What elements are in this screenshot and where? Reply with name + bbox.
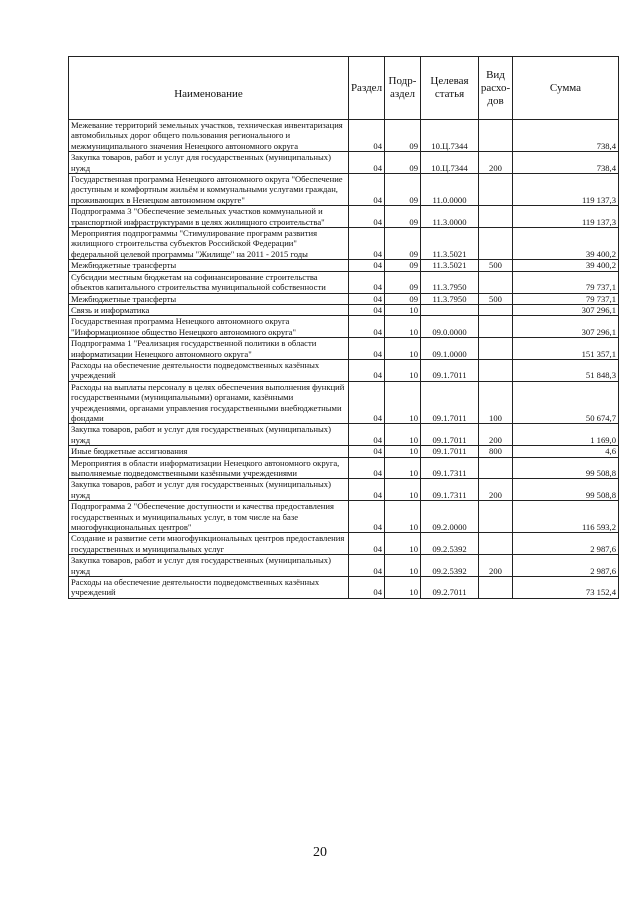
row-section: 04 bbox=[349, 457, 385, 479]
row-sum: 116 593,2 bbox=[513, 501, 619, 533]
row-name: Иные бюджетные ассигнования bbox=[69, 446, 349, 457]
table-row bbox=[69, 577, 619, 599]
row-sum: 119 137,3 bbox=[513, 206, 619, 228]
row-sum: 2 987,6 bbox=[513, 555, 619, 577]
row-name: Закупка товаров, работ и услуг для государственных (муниципальных) нужд bbox=[69, 555, 349, 577]
row-section: 04 bbox=[349, 174, 385, 206]
row-subsection: 10 bbox=[385, 381, 421, 424]
row-target: 11.3.5021 bbox=[421, 228, 479, 260]
row-type bbox=[479, 206, 513, 228]
row-subsection: 10 bbox=[385, 577, 421, 599]
row-sum: 50 674,7 bbox=[513, 381, 619, 424]
row-name: Связь и информатика bbox=[69, 304, 349, 315]
table-row bbox=[69, 304, 619, 315]
row-type bbox=[479, 577, 513, 599]
table-header-row bbox=[69, 57, 619, 120]
row-sum: 738,4 bbox=[513, 120, 619, 152]
row-section: 04 bbox=[349, 120, 385, 152]
row-section: 04 bbox=[349, 260, 385, 271]
row-subsection: 10 bbox=[385, 316, 421, 338]
row-name: Государственная программа Ненецкого автономного округа "Обеспечение доступным и комфортным жильём и коммунальными услугами граждан, проживающих в Ненецком автономном округе" bbox=[69, 174, 349, 206]
row-subsection: 10 bbox=[385, 338, 421, 360]
row-sum: 151 357,1 bbox=[513, 338, 619, 360]
row-sum: 79 737,1 bbox=[513, 293, 619, 304]
row-section: 04 bbox=[349, 206, 385, 228]
row-subsection: 09 bbox=[385, 120, 421, 152]
header-target: Целевая статья bbox=[421, 57, 479, 120]
header-subsection: Подраздел bbox=[385, 57, 421, 120]
row-sum: 51 848,3 bbox=[513, 359, 619, 381]
row-section: 04 bbox=[349, 228, 385, 260]
row-name: Подпрограмма 1 "Реализация государственной политики в области информатизации Ненецкого автономного округа" bbox=[69, 338, 349, 360]
row-target: 09.1.7311 bbox=[421, 479, 479, 501]
row-subsection: 09 bbox=[385, 206, 421, 228]
row-sum: 99 508,8 bbox=[513, 457, 619, 479]
row-subsection: 10 bbox=[385, 446, 421, 457]
row-name: Межбюджетные трансферты bbox=[69, 293, 349, 304]
row-subsection: 10 bbox=[385, 501, 421, 533]
row-target: 09.1.7311 bbox=[421, 457, 479, 479]
row-type bbox=[479, 228, 513, 260]
row-target: 09.1.7011 bbox=[421, 424, 479, 446]
row-target: 09.1.7011 bbox=[421, 381, 479, 424]
table-row bbox=[69, 174, 619, 206]
row-type bbox=[479, 501, 513, 533]
row-type: 200 bbox=[479, 555, 513, 577]
row-sum: 1 169,0 bbox=[513, 424, 619, 446]
row-name: Создание и развитие сети многофункциональных центров предоставления государственных и муниципальных услуг bbox=[69, 533, 349, 555]
row-section: 04 bbox=[349, 424, 385, 446]
row-name: Межбюджетные трансферты bbox=[69, 260, 349, 271]
page-number: 20 bbox=[313, 845, 327, 860]
row-target: 09.2.5392 bbox=[421, 555, 479, 577]
table-row bbox=[69, 457, 619, 479]
table-row bbox=[69, 338, 619, 360]
table-row bbox=[69, 424, 619, 446]
row-type bbox=[479, 533, 513, 555]
table-row bbox=[69, 120, 619, 152]
row-sum: 4,6 bbox=[513, 446, 619, 457]
table-row bbox=[69, 228, 619, 260]
row-name: Расходы на обеспечение деятельности подведомственных казённых учреждений bbox=[69, 577, 349, 599]
table-row bbox=[69, 271, 619, 293]
row-sum: 2 987,6 bbox=[513, 533, 619, 555]
row-name: Подпрограмма 2 "Обеспечение доступности и качества предоставления государственных и муниципальных услуг, в том числе на базе многофункциональных центров" bbox=[69, 501, 349, 533]
row-type: 500 bbox=[479, 260, 513, 271]
table-row bbox=[69, 555, 619, 577]
row-target: 10.Ц.7344 bbox=[421, 120, 479, 152]
row-subsection: 09 bbox=[385, 271, 421, 293]
row-section: 04 bbox=[349, 479, 385, 501]
row-target: 09.2.5392 bbox=[421, 533, 479, 555]
table-row bbox=[69, 206, 619, 228]
row-target: 10.Ц.7344 bbox=[421, 152, 479, 174]
row-section: 04 bbox=[349, 152, 385, 174]
table-row bbox=[69, 293, 619, 304]
row-subsection: 09 bbox=[385, 260, 421, 271]
row-name: Государственная программа Ненецкого автономного округа "Информационное общество Ненецкого автономного округа" bbox=[69, 316, 349, 338]
table-row bbox=[69, 533, 619, 555]
row-type: 800 bbox=[479, 446, 513, 457]
table-row bbox=[69, 152, 619, 174]
table-row bbox=[69, 501, 619, 533]
row-section: 04 bbox=[349, 304, 385, 315]
row-type bbox=[479, 457, 513, 479]
row-target: 11.3.7950 bbox=[421, 293, 479, 304]
header-section: Раздел bbox=[349, 57, 385, 120]
row-name: Мероприятия подпрограммы "Стимулирование программ развития жилищного строительства субъектов Российской Федерации" федеральной целевой программы "Жилище" на 2011 - 2015 годы bbox=[69, 228, 349, 260]
row-target: 11.0.0000 bbox=[421, 174, 479, 206]
row-section: 04 bbox=[349, 501, 385, 533]
row-type bbox=[479, 174, 513, 206]
table-row bbox=[69, 260, 619, 271]
row-section: 04 bbox=[349, 577, 385, 599]
row-subsection: 09 bbox=[385, 293, 421, 304]
row-subsection: 10 bbox=[385, 304, 421, 315]
row-type bbox=[479, 338, 513, 360]
table-row bbox=[69, 446, 619, 457]
budget-table bbox=[68, 56, 619, 599]
row-target: 09.2.7011 bbox=[421, 577, 479, 599]
row-sum: 39 400,2 bbox=[513, 260, 619, 271]
row-sum: 119 137,3 bbox=[513, 174, 619, 206]
row-target: 09.1.7011 bbox=[421, 446, 479, 457]
row-type bbox=[479, 120, 513, 152]
row-target: 11.3.0000 bbox=[421, 206, 479, 228]
row-type bbox=[479, 271, 513, 293]
row-sum: 39 400,2 bbox=[513, 228, 619, 260]
row-target: 09.1.0000 bbox=[421, 338, 479, 360]
row-target: 09.2.0000 bbox=[421, 501, 479, 533]
header-sum: Сумма bbox=[513, 57, 619, 120]
row-sum: 738,4 bbox=[513, 152, 619, 174]
row-type: 200 bbox=[479, 479, 513, 501]
header-expense-type: Вид расходов bbox=[479, 57, 513, 120]
row-type: 200 bbox=[479, 424, 513, 446]
row-sum: 307 296,1 bbox=[513, 316, 619, 338]
table-row bbox=[69, 381, 619, 424]
row-section: 04 bbox=[349, 271, 385, 293]
row-subsection: 10 bbox=[385, 424, 421, 446]
row-subsection: 10 bbox=[385, 359, 421, 381]
row-target bbox=[421, 304, 479, 315]
row-name: Подпрограмма 3 "Обеспечение земельных участков коммунальной и транспортной инфраструктурами в целях жилищного строительства" bbox=[69, 206, 349, 228]
row-sum: 79 737,1 bbox=[513, 271, 619, 293]
row-section: 04 bbox=[349, 293, 385, 304]
row-name: Расходы на обеспечение деятельности подведомственных казённых учреждений bbox=[69, 359, 349, 381]
row-subsection: 10 bbox=[385, 479, 421, 501]
row-target: 11.3.5021 bbox=[421, 260, 479, 271]
row-type bbox=[479, 316, 513, 338]
row-name: Субсидии местным бюджетам на софинансирование строительства объектов капитального строительства муниципальной собственности bbox=[69, 271, 349, 293]
row-type bbox=[479, 359, 513, 381]
row-section: 04 bbox=[349, 316, 385, 338]
row-target: 11.3.7950 bbox=[421, 271, 479, 293]
row-sum: 99 508,8 bbox=[513, 479, 619, 501]
table-row bbox=[69, 359, 619, 381]
row-section: 04 bbox=[349, 555, 385, 577]
table-row bbox=[69, 479, 619, 501]
row-name: Закупка товаров, работ и услуг для государственных (муниципальных) нужд bbox=[69, 152, 349, 174]
row-section: 04 bbox=[349, 381, 385, 424]
row-type: 200 bbox=[479, 152, 513, 174]
row-sum: 307 296,1 bbox=[513, 304, 619, 315]
table-row bbox=[69, 316, 619, 338]
row-subsection: 09 bbox=[385, 228, 421, 260]
row-subsection: 10 bbox=[385, 533, 421, 555]
row-section: 04 bbox=[349, 338, 385, 360]
row-name: Расходы на выплаты персоналу в целях обеспечения выполнения функций государственными (муниципальными) органами, казёнными учреждениями, органами управления государственными внебюджетными фондами bbox=[69, 381, 349, 424]
row-name: Закупка товаров, работ и услуг для государственных (муниципальных) нужд bbox=[69, 424, 349, 446]
row-sum: 73 152,4 bbox=[513, 577, 619, 599]
row-subsection: 10 bbox=[385, 555, 421, 577]
header-name: Наименование bbox=[69, 57, 349, 120]
row-section: 04 bbox=[349, 446, 385, 457]
row-section: 04 bbox=[349, 359, 385, 381]
row-target: 09.0.0000 bbox=[421, 316, 479, 338]
row-name: Межевание территорий земельных участков, техническая инвентаризация автомобильных дорог общего пользования регионального и межмуниципального значения Ненецкого автономного округа bbox=[69, 120, 349, 152]
row-type bbox=[479, 304, 513, 315]
row-subsection: 09 bbox=[385, 152, 421, 174]
row-target: 09.1.7011 bbox=[421, 359, 479, 381]
row-type: 500 bbox=[479, 293, 513, 304]
row-subsection: 09 bbox=[385, 174, 421, 206]
row-name: Мероприятия в области информатизации Ненецкого автономного округа, выполняемые подведомственными казёнными учреждениями bbox=[69, 457, 349, 479]
row-type: 100 bbox=[479, 381, 513, 424]
row-section: 04 bbox=[349, 533, 385, 555]
row-subsection: 10 bbox=[385, 457, 421, 479]
row-name: Закупка товаров, работ и услуг для государственных (муниципальных) нужд bbox=[69, 479, 349, 501]
